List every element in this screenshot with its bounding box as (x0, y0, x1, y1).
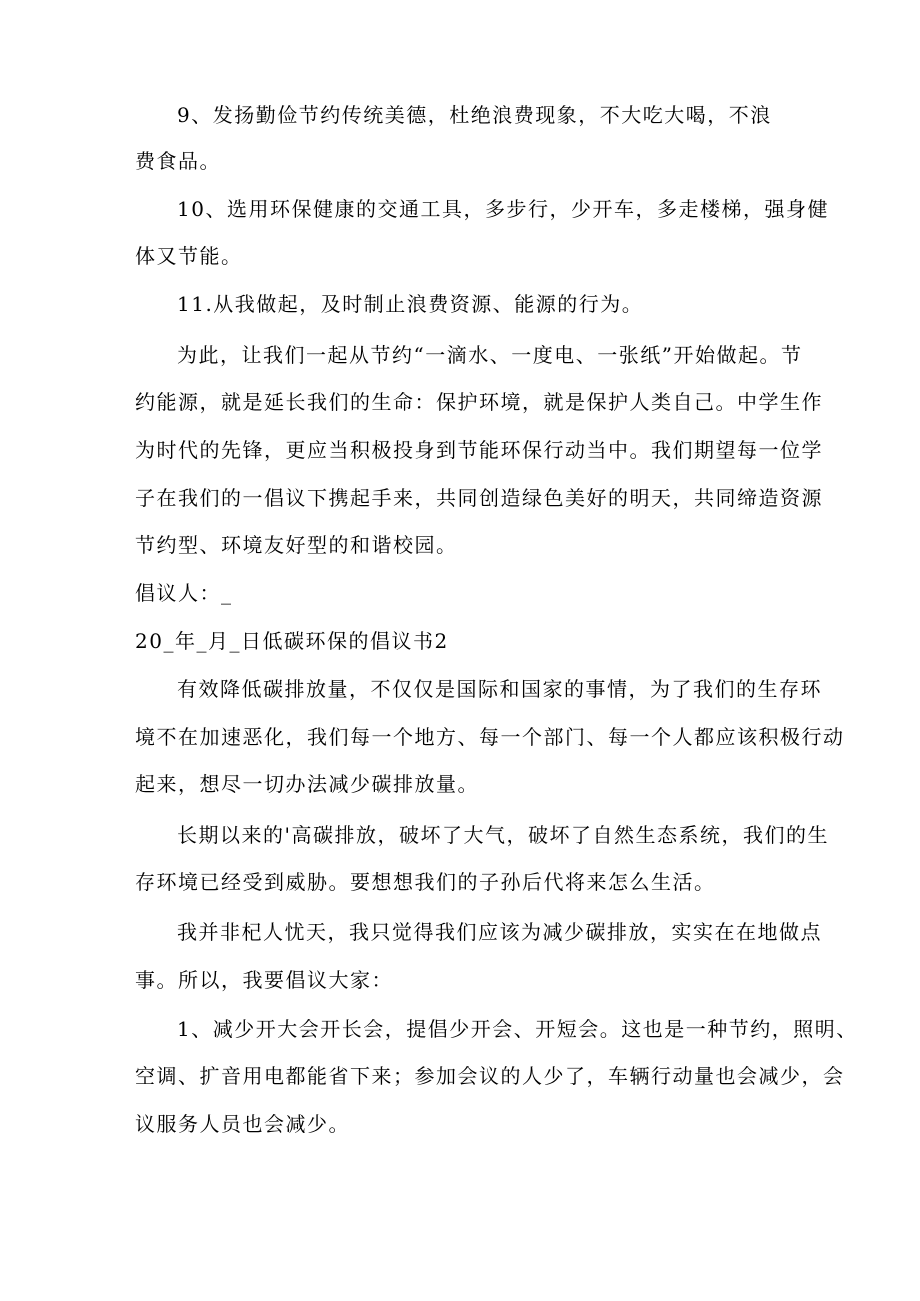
text-line: 11.从我做起，及时制止浪费资源、能源的行为。 (177, 292, 644, 316)
text-line: 事。所以，我要倡议大家： (135, 968, 393, 992)
text-line: 境不在加速恶化，我们每一个地方、每一个部门、每一个人都应该积极行动 (135, 725, 845, 749)
text-line: 有效降低碳排放量，不仅仅是国际和国家的事情，为了我们的生存环 (177, 677, 822, 701)
text-line: 为时代的先锋，更应当积极投身到节能环保行动当中。我们期望每一位学 (135, 438, 823, 462)
text-line: 长期以来的'高碳排放，破坏了大气，破坏了自然生态系统，我们的生 (177, 823, 829, 847)
text-line: 存环境已经受到威胁。要想想我们的子孙后代将来怎么生活。 (135, 870, 716, 894)
text-line: 为此，让我们一起从节约“一滴水、一度电、一张纸”开始做起。节 (177, 343, 803, 367)
text-line: 约能源，就是延长我们的生命：保护环境，就是保护人类自己。中学生作 (135, 390, 823, 414)
text-line: 10、选用环保健康的交通工具，多步行，少开车，多走楼梯，强身健 (177, 197, 829, 221)
signatory-line: 倡议人：_ (135, 581, 233, 605)
text-line: 费食品。 (135, 149, 221, 173)
text-line: 9、发扬勤俭节约传统美德，杜绝浪费现象，不大吃大喝，不浪 (177, 103, 772, 127)
text-line: 我并非杞人忧天，我只觉得我们应该为减少碳排放，实实在在地做点 (177, 920, 822, 944)
text-line: 议服务人员也会减少。 (135, 1112, 350, 1136)
text-line: 子在我们的一倡议下携起手来，共同创造绿色美好的明天，共同缔造资源 (135, 486, 823, 510)
text-line: 体又节能。 (135, 244, 243, 268)
text-line: 空调、扩音用电都能省下来；参加会议的人少了，车辆行动量也会减少，会 (135, 1064, 845, 1088)
text-line: 节约型、环境友好型的和谐校园。 (135, 533, 458, 557)
section-heading: 20_年_月_日低碳环保的倡议书2 (135, 629, 449, 653)
text-line: 起来，想尽一切办法减少碳排放量。 (135, 772, 479, 796)
text-line: 1、减少开大会开长会，提倡少开会、开短会。这也是一种节约，照明、 (177, 1017, 858, 1041)
